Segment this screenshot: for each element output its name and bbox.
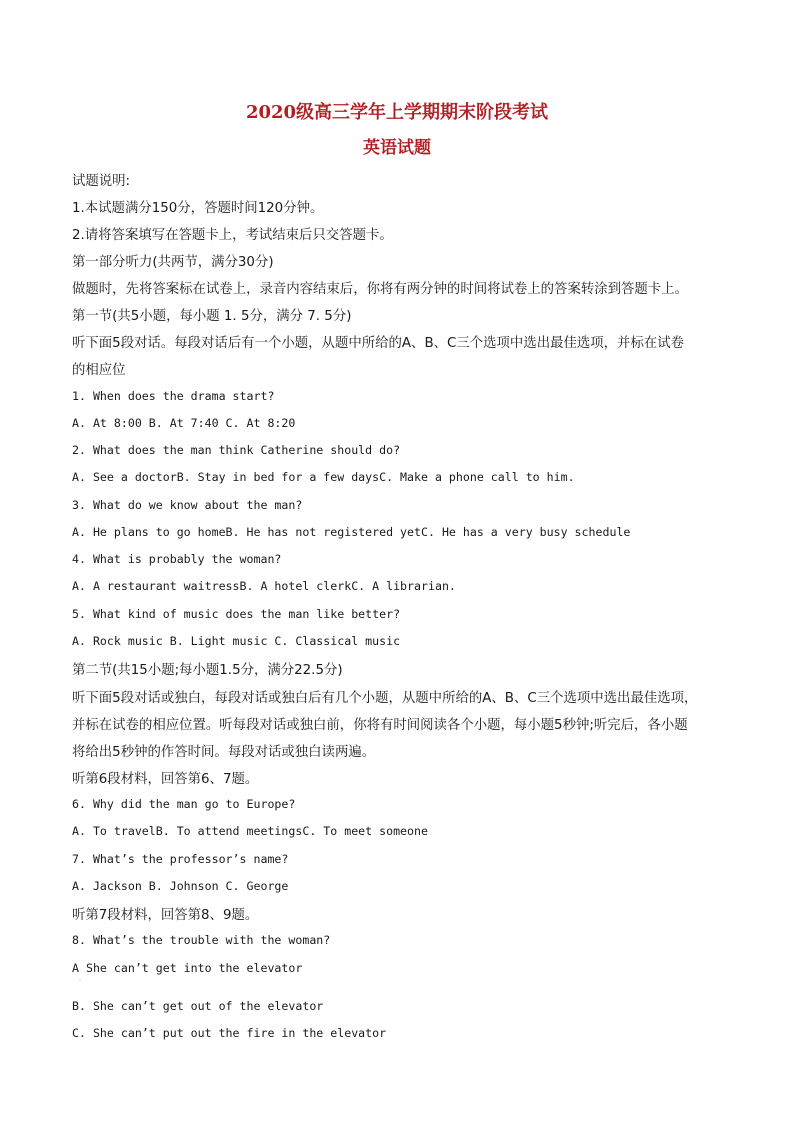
answer-options: A. Jackson B. Johnson C. George	[72, 879, 289, 893]
exam-title: 2020级高三学年上学期期末阶段考试	[245, 102, 549, 123]
part-heading: 第一部分听力(共两节，满分30分)	[72, 255, 274, 270]
question: 1. When does the drama start?	[72, 389, 275, 403]
instruction-line: 的相应位	[72, 363, 126, 378]
section-heading: 第二节(共15小题;每小题1.5分，满分22.5分)	[72, 663, 343, 678]
question: 6. Why did the man go to Europe?	[72, 797, 296, 811]
instruction-line: 2.请将答案填写在答题卡上，考试结束后只交答题卡。	[72, 228, 393, 243]
question: 5. What kind of music does the man like better?	[72, 607, 401, 621]
instructions-heading: 试题说明:	[72, 174, 131, 189]
answer-option: A She can’t get into the elevator	[72, 961, 303, 975]
question: 2. What does the man think Catherine should do?	[72, 443, 401, 457]
answer-options: A. A restaurant waitressB. A hotel clerkC. A librarian.	[72, 579, 456, 593]
instruction-line: 听下面5段对话。每段对话后有一个小题，从题中所给的A、B、C三个选项中选出最佳选项，并标在试卷	[72, 336, 685, 351]
material-heading: 听第7段材料，回答第8、9题。	[72, 908, 259, 923]
answer-options: A. See a doctorB. Stay in bed for a few daysC. Make a phone call to him.	[72, 470, 575, 484]
answer-option: B. She can’t get out of the elevator	[72, 999, 324, 1013]
instruction-line: 做题时，先将答案标在试卷上，录音内容结束后，你将有两分钟的时间将试卷上的答案转涂到答题卡上。	[72, 282, 688, 297]
answer-options: A. To travelB. To attend meetingsC. To meet someone	[72, 824, 428, 838]
question: 7. What’s the professor’s name?	[72, 852, 289, 866]
instruction-line: 并标在试卷的相应位置。听每段对话或独白前，你将有时间阅读各个小题，每小题5秒钟;听完后，各小题	[72, 718, 688, 733]
instruction-line: 将给出5秒钟的作答时间。每段对话或独白读两遍。	[72, 745, 376, 760]
stray-mark: ˙	[78, 979, 82, 988]
answer-options: A. Rock music B. Light music C. Classical music	[72, 634, 401, 648]
question: 3. What do we know about the man?	[72, 498, 303, 512]
question: 8. What’s the trouble with the woman?	[72, 933, 331, 947]
answer-option: C. She can’t put out the fire in the elevator	[72, 1026, 387, 1040]
answer-options: A. At 8:00 B. At 7:40 C. At 8:20	[72, 416, 296, 430]
exam-subtitle: 英语试题	[363, 138, 431, 158]
answer-options: A. He plans to go homeB. He has not registered yetC. He has a very busy schedule	[72, 525, 631, 539]
section-heading: 第一节(共5小题，每小题 1. 5分，满分 7. 5分)	[72, 309, 352, 324]
question: 4. What is probably the woman?	[72, 552, 282, 566]
material-heading: 听第6段材料，回答第6、7题。	[72, 772, 259, 787]
instruction-line: 1.本试题满分150分，答题时间120分钟。	[72, 201, 324, 216]
instruction-line: 听下面5段对话或独白，每段对话或独白后有几个小题，从题中所给的A、B、C三个选项中选出最佳选项，	[72, 691, 698, 706]
